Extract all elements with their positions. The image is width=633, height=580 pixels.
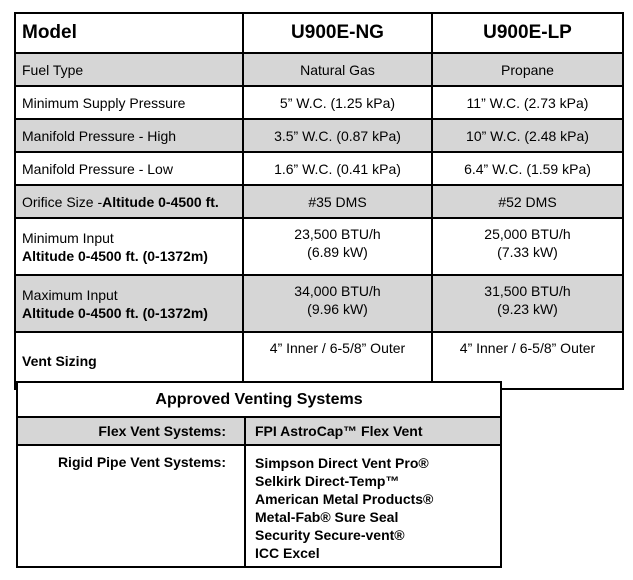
table-header-row [15,13,623,53]
venting-title-row [17,382,501,417]
list-item: Security Secure-vent® [255,527,405,543]
rigid-vent-label: Rigid Pipe Vent Systems: [17,445,245,567]
ng-max-input-kw: (9.96 kW) [307,301,368,317]
row-label-minimum-input [15,218,243,275]
row-label-manifold-low: Manifold Pressure - Low [15,152,243,185]
flex-vent-value: FPI AstroCap™ Flex Vent [245,417,501,445]
cell-ng-vent-sizing: 4” Inner / 6-5/8” Outer [243,332,432,389]
lp-min-input-kw: (7.33 kW) [497,244,558,260]
cell-ng-fuel-type: Natural Gas [243,53,432,86]
cell-lp-vent-sizing: 4” Inner / 6-5/8” Outer [432,332,623,389]
row-label-manifold-high: Manifold Pressure - High [15,119,243,152]
list-item: Metal-Fab® Sure Seal [255,509,399,525]
orifice-altitude-text: Altitude 0-4500 ft. [102,193,219,210]
cell-lp-manifold-low: 6.4” W.C. (1.59 kPa) [432,152,623,185]
table-row [15,86,623,119]
cell-lp-fuel-type: Propane [432,53,623,86]
table-row [17,417,501,445]
list-item: Simpson Direct Vent Pro® [255,455,429,471]
cell-ng-manifold-high: 3.5” W.C. (0.87 kPa) [243,119,432,152]
venting-title: Approved Venting Systems [17,382,501,417]
header-model-ng: U900E-NG [243,13,432,53]
cell-lp-min-supply-pressure: 11” W.C. (2.73 kPa) [432,86,623,119]
rigid-vent-list [255,454,500,562]
rigid-vent-values [245,445,501,567]
min-input-label-text: Minimum Input [22,229,114,246]
ng-min-input-btu: 23,500 BTU/h [294,226,381,242]
cell-ng-orifice-size: #35 DMS [243,185,432,218]
list-item: Selkirk Direct-Temp™ [255,473,400,489]
table-row [15,218,623,275]
approved-venting-table [16,381,502,568]
ng-min-input-kw: (6.89 kW) [307,244,368,260]
header-model-label: Model [15,13,243,53]
cell-lp-minimum-input [432,218,623,275]
lp-min-input-btu: 25,000 BTU/h [484,226,571,242]
cell-ng-maximum-input [243,275,432,332]
table-row [17,445,501,567]
row-label-fuel-type: Fuel Type [15,53,243,86]
ng-max-input-btu: 34,000 BTU/h [294,283,381,299]
specifications-table [14,12,624,390]
row-label-min-supply-pressure: Minimum Supply Pressure [15,86,243,119]
row-label-maximum-input [15,275,243,332]
cell-ng-min-supply-pressure: 5” W.C. (1.25 kPa) [243,86,432,119]
row-label-orifice-size [15,185,243,218]
min-input-altitude-text: Altitude 0-4500 ft. (0-1372m) [22,247,208,264]
cell-lp-manifold-high: 10” W.C. (2.48 kPa) [432,119,623,152]
list-item: ICC Excel [255,545,320,561]
flex-vent-label: Flex Vent Systems: [17,417,245,445]
cell-ng-minimum-input [243,218,432,275]
header-model-lp: U900E-LP [432,13,623,53]
row-label-vent-sizing: Vent Sizing [15,332,243,389]
table-row [15,119,623,152]
max-input-label-text: Maximum Input [22,286,118,303]
cell-ng-manifold-low: 1.6” W.C. (0.41 kPa) [243,152,432,185]
orifice-label-text: Orifice Size - [22,193,103,210]
cell-lp-maximum-input [432,275,623,332]
lp-max-input-btu: 31,500 BTU/h [484,283,571,299]
table-row [15,152,623,185]
max-input-altitude-text: Altitude 0-4500 ft. (0-1372m) [22,304,208,321]
list-item: American Metal Products® [255,491,434,507]
cell-lp-orifice-size: #52 DMS [432,185,623,218]
table-row [15,275,623,332]
lp-max-input-kw: (9.23 kW) [497,301,558,317]
table-row [15,185,623,218]
table-row [15,53,623,86]
